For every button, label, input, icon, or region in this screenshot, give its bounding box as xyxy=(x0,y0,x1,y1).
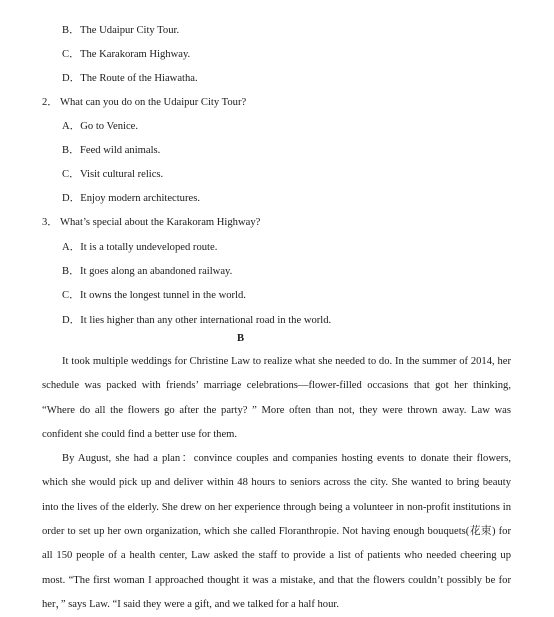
passage-paragraph-2: By August, she had a plan：convince couples and companies hosting events to donate their flowers, which she would pick up and deliver within 48 hours to seniors across the city. She wanted to bring beauty into the lives of the elderly. She drew on her experience through being a volunteer in non-profit institutions in order to set up her own organization, which she called Floranthropie. Not having enough bouquets(花束) for all 150 people of a health center, Law asked the staff to provide a list of patients who needed cheering up most. “The first woman I approached thought it was a mistake, and that the flowers couldn’t possibly be for her，” says Law. “I said they were a gift, and we talked for a half hour. xyxy=(42,453,511,610)
option-text: Feed wild animals. xyxy=(80,145,161,156)
option-text: It goes along an abandoned railway. xyxy=(80,266,233,277)
q3-option-c[interactable] xyxy=(62,289,246,303)
question-text: What’s special about the Karakoram Highway? xyxy=(60,217,261,228)
reading-passage xyxy=(42,350,511,617)
option-label: C． xyxy=(62,290,80,301)
q3-option-d[interactable] xyxy=(62,314,331,328)
option-label: A． xyxy=(62,121,81,132)
q2-stem xyxy=(42,96,246,110)
q2-option-d[interactable] xyxy=(62,192,200,206)
option-label: D． xyxy=(62,315,81,326)
question-number: 2． xyxy=(42,97,58,108)
option-text: Visit cultural relics. xyxy=(80,169,164,180)
q3-option-b[interactable] xyxy=(62,265,232,279)
question-number: 3． xyxy=(42,217,58,228)
option-label: A． xyxy=(62,242,81,253)
q3-stem xyxy=(42,216,260,230)
q2-option-c[interactable] xyxy=(62,168,163,182)
option-label: D． xyxy=(62,193,81,204)
q3-option-a[interactable] xyxy=(62,241,217,255)
passage-paragraph-1: It took multiple weddings for Christine Law to realize what she needed to do. In the summer of 2014, her schedule was packed with friends’ marriage celebrations—flower-filled occasions that got her thinking, “Where do all the flowers go after the party? ” More often than not, they were thrown away. Law was confident she could find a better use for them. xyxy=(42,356,511,440)
option-text: Go to Venice. xyxy=(80,121,139,132)
option-text: Enjoy modern architectures. xyxy=(80,193,200,204)
q1-option-c[interactable] xyxy=(62,48,190,62)
option-text: It lies higher than any other international road in the world. xyxy=(80,315,332,326)
option-text: It is a totally undeveloped route. xyxy=(80,242,218,253)
section-heading: B xyxy=(236,333,245,344)
q2-option-b[interactable] xyxy=(62,144,160,158)
option-label: C． xyxy=(62,169,80,180)
option-label: B． xyxy=(62,145,80,156)
q1-option-b[interactable] xyxy=(62,24,179,38)
option-text: It owns the longest tunnel in the world. xyxy=(80,290,246,301)
option-text: The Route of the Hiawatha. xyxy=(80,73,198,84)
option-text: The Udaipur City Tour. xyxy=(80,25,180,36)
option-text: The Karakoram Highway. xyxy=(80,49,191,60)
q1-option-d[interactable] xyxy=(62,72,198,86)
option-label: D． xyxy=(62,73,81,84)
q2-option-a[interactable] xyxy=(62,120,138,134)
option-label: C． xyxy=(62,49,80,60)
option-label: B． xyxy=(62,25,80,36)
question-text: What can you do on the Udaipur City Tour? xyxy=(60,97,247,108)
option-label: B． xyxy=(62,266,80,277)
